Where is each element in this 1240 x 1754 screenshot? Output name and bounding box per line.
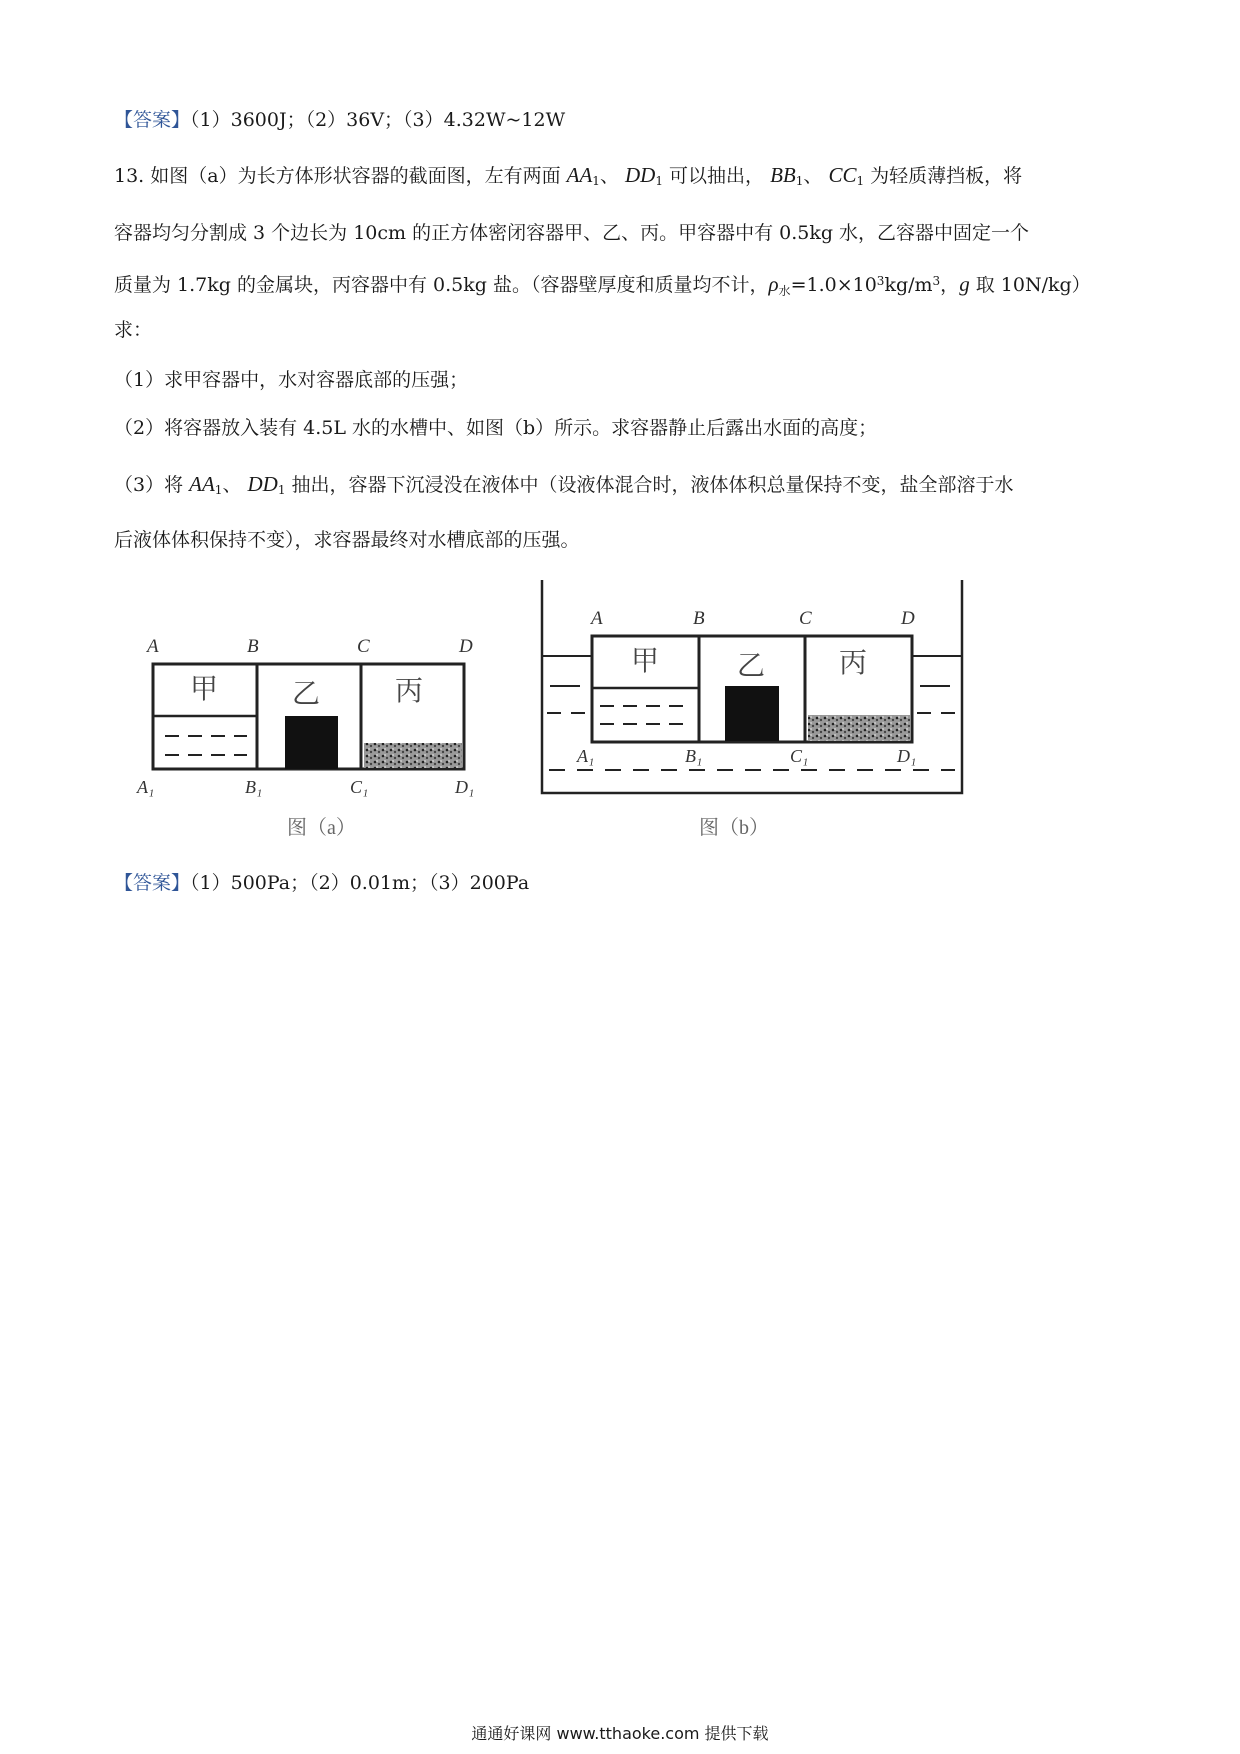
math-cc: CC bbox=[828, 163, 857, 187]
math-bb: BB bbox=[770, 163, 796, 187]
subscript: 1 bbox=[277, 483, 286, 497]
question-text: 抽出，容器下沉浸没在液体中（设液体混合时，液体体积总量保持不变，盐全部溶于水 bbox=[291, 474, 1014, 496]
sub-question-3-line-1 bbox=[114, 470, 1014, 504]
label-c-top: C bbox=[799, 608, 812, 629]
label-b1: B₁ bbox=[685, 746, 703, 766]
subscript: 水 bbox=[778, 284, 791, 298]
label-a-top: A bbox=[591, 608, 603, 629]
subscript: 1 bbox=[856, 174, 865, 188]
separator: 、 bbox=[803, 165, 823, 187]
question-text: （3）将 bbox=[114, 474, 184, 496]
compartment-bing: 丙 bbox=[395, 676, 424, 707]
separator: 、 bbox=[222, 474, 242, 496]
question-text: 质量为 1.7kg 的金属块，丙容器中有 0.5kg 盐。（容器壁厚度和质量均不计， bbox=[114, 274, 769, 296]
answer-tag: 【答案】 bbox=[114, 109, 191, 131]
math-aa: AA bbox=[189, 472, 215, 496]
metal-block bbox=[725, 686, 779, 741]
salt-pile bbox=[808, 715, 910, 741]
question-line-4: 求： bbox=[114, 319, 153, 341]
label-a1: A₁ bbox=[577, 746, 595, 766]
label-a1: A₁ bbox=[137, 777, 155, 797]
compartment-yi: 乙 bbox=[737, 651, 766, 682]
question-text: ， bbox=[940, 274, 960, 296]
question-line-1 bbox=[114, 161, 1022, 195]
question-text: 为轻质薄挡板，将 bbox=[870, 165, 1023, 187]
salt-pile bbox=[364, 743, 462, 768]
answer bbox=[114, 869, 529, 897]
label-a-top: A bbox=[147, 636, 159, 657]
math-g: g bbox=[959, 272, 970, 296]
answer-text: （1）3600J；（2）36V；（3）4.32W~12W bbox=[190, 109, 566, 131]
caption-a: 图（a） bbox=[287, 817, 356, 839]
math-rho: ρ bbox=[768, 272, 779, 296]
label-d-top: D bbox=[901, 608, 915, 629]
question-line-2: 容器均匀分割成 3 个边长为 10cm 的正方体密闭容器甲、乙、丙。甲容器中有 0.5kg 水，乙容器中固定一个 bbox=[114, 222, 1030, 244]
page-footer: 通通好课网 www.tthaoke.com 提供下载 bbox=[471, 1724, 769, 1743]
superscript: 3 bbox=[876, 274, 885, 288]
sub-question-1: （1）求甲容器中，水对容器底部的压强； bbox=[114, 369, 469, 391]
label-d-top: D bbox=[459, 636, 473, 657]
compartment-bing: 丙 bbox=[839, 648, 868, 679]
compartment-jia: 甲 bbox=[631, 646, 660, 677]
math-aa: AA bbox=[566, 163, 593, 187]
math-dd: DD bbox=[247, 472, 278, 496]
question-text: 取 10N/kg） bbox=[969, 274, 1091, 296]
compartment-yi: 乙 bbox=[292, 679, 321, 710]
label-b-top: B bbox=[247, 636, 259, 657]
compartment-jia: 甲 bbox=[190, 674, 219, 705]
subscript: 1 bbox=[795, 174, 804, 188]
question-line-3 bbox=[114, 267, 1091, 305]
question-text: 13. 如图（a）为长方体形状容器的截面图，左有两面 bbox=[114, 165, 561, 187]
question-text: kg/m bbox=[884, 274, 933, 296]
figure-a bbox=[125, 628, 505, 844]
metal-block bbox=[285, 716, 338, 769]
subscript: 1 bbox=[214, 483, 223, 497]
separator: 、 bbox=[599, 165, 619, 187]
question-text: 可以抽出， bbox=[669, 165, 765, 187]
subscript: 1 bbox=[655, 174, 663, 188]
answer-text: （1）500Pa；（2）0.01m；（3）200Pa bbox=[190, 872, 530, 894]
label-b1: B₁ bbox=[245, 777, 263, 797]
label-d1: D₁ bbox=[455, 777, 475, 797]
label-c1: C₁ bbox=[790, 746, 809, 766]
figure-b bbox=[535, 578, 975, 844]
sub-question-2: （2）将容器放入装有 4.5L 水的水槽中、如图（b）所示。求容器静止后露出水面的高度； bbox=[114, 417, 878, 439]
superscript: 3 bbox=[932, 274, 941, 288]
math-dd: DD bbox=[625, 163, 656, 187]
subscript: 1 bbox=[592, 174, 600, 188]
question-text: =1.0×10 bbox=[790, 274, 877, 296]
label-b-top: B bbox=[693, 608, 705, 629]
label-c1: C₁ bbox=[350, 777, 369, 797]
label-d1: D₁ bbox=[897, 746, 917, 766]
previous-answer bbox=[114, 106, 565, 134]
caption-b: 图（b） bbox=[699, 817, 769, 839]
label-c-top: C bbox=[357, 636, 370, 657]
answer-tag: 【答案】 bbox=[114, 872, 191, 894]
sub-question-3-line-2: 后液体体积保持不变），求容器最终对水槽底部的压强。 bbox=[114, 529, 580, 551]
